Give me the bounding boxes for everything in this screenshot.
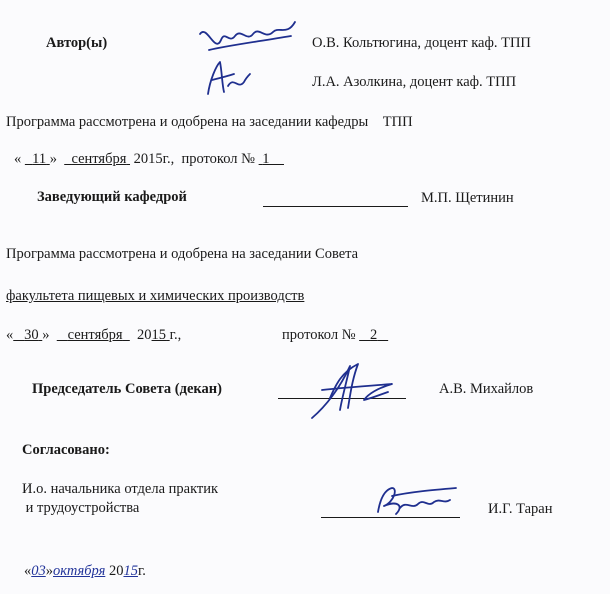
council-approval-text: Программа рассмотрена и одобрена на заседании Совета [6,246,359,262]
department-name: ТПП [382,114,413,130]
author1-signature [195,14,305,60]
agreed-date-month: октября [53,563,106,579]
council-month: сентября [67,327,123,343]
council-chair-name: А.В. Михайлов [439,381,534,397]
agreed-date-line: «03»октября 2015г. [24,563,146,579]
author2-signature [198,56,252,98]
department-protocol-number: 1 [262,151,270,167]
author1-name: О.В. Кольтюгина, доцент каф. ТПП [312,35,531,51]
council-day: 30 [24,327,39,343]
agreed-date-day: 03 [31,563,46,579]
department-day: 11 [32,151,47,167]
head-of-department-name: М.П. Щетинин [421,190,514,206]
agreed-signature [370,480,462,524]
department-date-line: « 11 » сентября 2015г., протокол № 1 [14,151,270,167]
agreed-position-line1: И.о. начальника отдела практик [22,481,219,497]
council-year: 15 [151,327,167,343]
department-month: сентября [71,151,127,167]
agreed-position-line2: и трудоустройства [25,500,140,516]
author2-name: Л.А. Азолкина, доцент каф. ТПП [312,74,517,90]
agreed-date-year: 15 [123,563,138,579]
council-date-line: « 30 » сентября 2015 г., [6,327,182,343]
head-of-department-label: Заведующий кафедрой [37,189,187,205]
agreed-label: Согласовано: [22,442,110,458]
head-signature-line [263,206,408,207]
authors-label: Автор(ы) [46,35,108,51]
faculty-name: факультета пищевых и химических производств [6,288,305,304]
chair-signature [306,358,402,424]
department-approval-text: Программа рассмотрена и одобрена на заседании кафедры ТПП [6,114,413,130]
council-protocol: протокол № 2 [282,327,378,343]
agreed-name: И.Г. Таран [488,501,553,517]
council-chair-label: Председатель Совета (декан) [32,381,222,397]
council-protocol-number: 2 [370,327,378,343]
